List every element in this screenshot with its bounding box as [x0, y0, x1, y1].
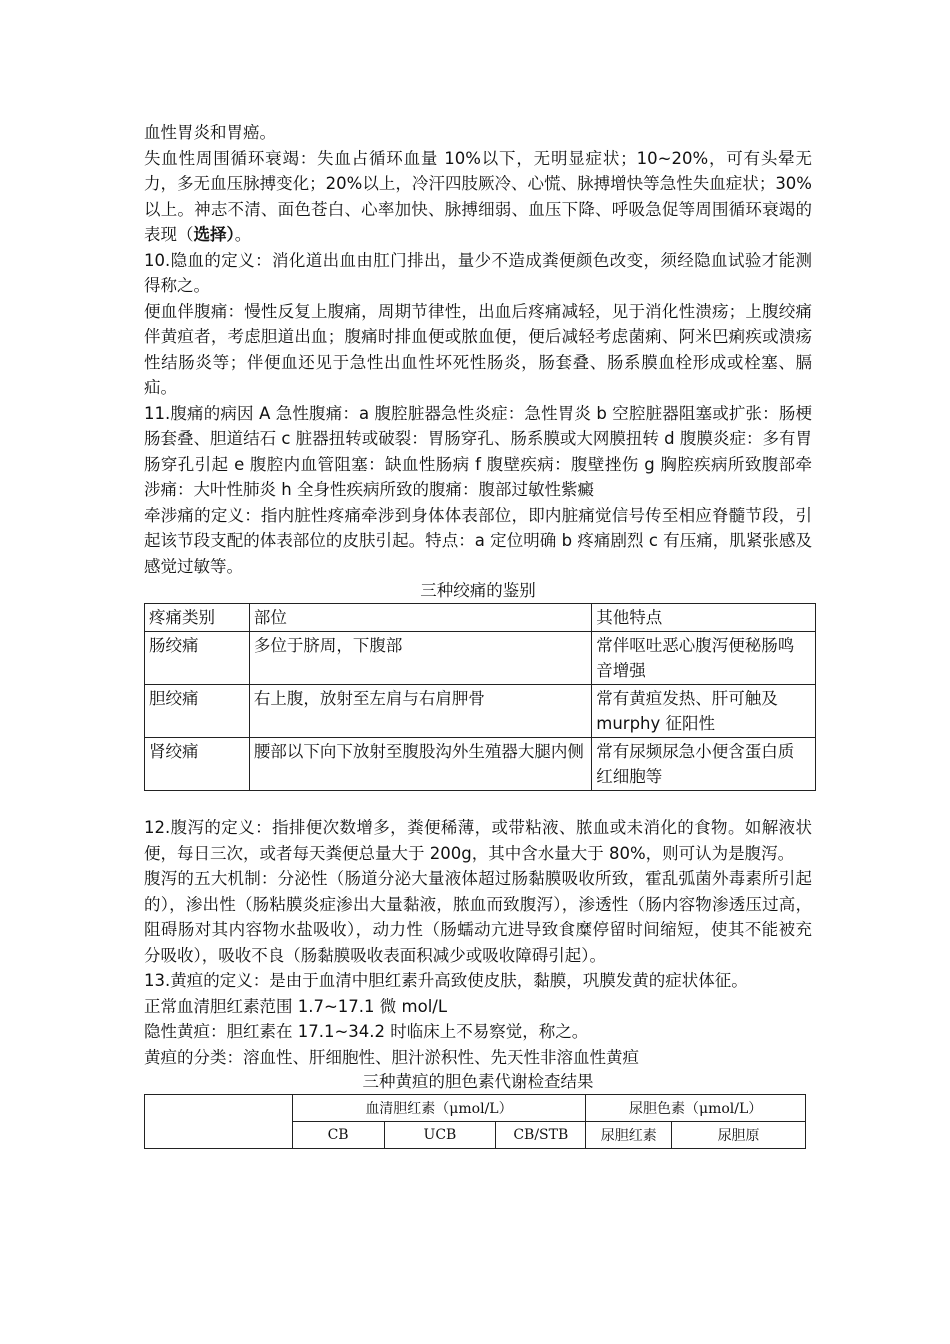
paragraph: 11.腹痛的病因 A 急性腹痛：a 腹腔脏器急性炎症：急性胃炎 b 空腔脏器阻塞或扩张：肠梗肠套叠、胆道结石 c 脏器扭转或破裂：胃肠穿孔、肠系膜或大网膜扭转 d 腹膜炎症：多有胃肠穿孔引起 e 腹腔内血管阻塞：缺血性肠病 f 腹壁疾病：腹壁挫伤 g 胸腔疾病所致腹部牵涉痛：大叶性肺炎 h 全身性疾病所致的腹痛：腹部过敏性紫癜: [144, 403, 812, 499]
paragraph: 12.腹泻的定义：指排便次数增多，粪便稀薄，或带粘液、脓血或未消化的食物。如解液状便，每日三次，或者每天粪便总量大于 200g，其中含水量大于 80%，则可认为是腹泻。: [144, 818, 812, 863]
paragraph: 10.隐血的定义：消化道出血由肛门排出，量少不造成粪便颜色改变，须经隐血试验才能测得称之。: [144, 250, 812, 295]
table-cell: 常有尿频尿急小便含蛋白质红细胞等: [592, 738, 816, 791]
table-header-cell: 尿胆原: [672, 1122, 806, 1149]
table-header-row: [145, 604, 816, 632]
paragraph: 血性胃炎和胃癌。: [144, 123, 276, 142]
paragraph: 黄疸的分类：溶血性、肝细胞性、胆汁淤积性、先天性非溶血性黄疸: [144, 1047, 639, 1067]
table-group-header: 尿胆色素（μmol/L）: [586, 1095, 806, 1122]
table-row: [145, 738, 816, 791]
table-cell: 肠绞痛: [145, 632, 250, 685]
table-header-cell: 尿胆红素: [586, 1122, 672, 1149]
spacer: [144, 791, 812, 815]
document-body: [144, 120, 812, 1149]
table-cell: 常有黄疸发热、肝可触及 murphy 征阳性: [592, 685, 816, 738]
paragraph: 正常血清胆红素范围 1.7~17.1 微 mol/L: [144, 996, 448, 1016]
table-cell: 常伴呕吐恶心腹泻便秘肠鸣音增强: [592, 632, 816, 685]
table-header-cell: CB/STB: [496, 1122, 586, 1149]
table-row: [145, 685, 816, 738]
paragraph: 腹泻的五大机制：分泌性（肠道分泌大量液体超过肠黏膜吸收所致，霍乱弧菌外毒素所引起的），渗出性（肠粘膜炎症渗出大量黏液，脓血而致腹泻），渗透性（肠内容物渗透压过高，阻碍肠对其内容物水盐吸收），动力性（肠蠕动亢进导致食糜停留时间缩短，使其不能被充分吸收），吸收不良（肠黏膜吸收表面积减少或吸收障碍引起）。: [144, 869, 812, 965]
table-caption: 三种绞痛的鉴别: [420, 581, 536, 600]
table-header-row: [145, 1095, 806, 1122]
table-row: [145, 632, 816, 685]
table-header-cell: UCB: [384, 1122, 496, 1149]
table-cell: 右上腹，放射至左肩与右肩胛骨: [249, 685, 591, 738]
table-caption: 三种黄疸的胆色素代谢检查结果: [362, 1072, 594, 1091]
table-header-cell: 部位: [249, 604, 591, 632]
colic-comparison-table: [144, 603, 816, 791]
table-cell: 肾绞痛: [145, 738, 250, 791]
paragraph: 牵涉痛的定义：指内脏性疼痛牵涉到身体体表部位，即内脏痛觉信号传至相应脊髓节段，引起该节段支配的体表部位的皮肤引起。特点：a 定位明确 b 疼痛剧烈 c 有压痛，肌紧张感及感觉过敏等。: [144, 505, 812, 576]
table-corner-cell: [145, 1095, 293, 1149]
paragraph-blood-loss: 失血性周围循环衰竭：失血占循环血量 10%以下，无明显症状；10~20%，可有头晕无力，多无血压脉搏变化；20%以上，冷汗四肢厥冷、心慌、脉搏增快等急性失血症状；30%以上。神志不清、面色苍白、心率加快、脉搏细弱、血压下降、呼吸急促等周围循环衰竭的表现（选择）。: [144, 148, 812, 244]
paragraph: 隐性黄疸：胆红素在 17.1~34.2 时临床上不易察觉，称之。: [144, 1022, 589, 1041]
table-cell: 多位于脐周，下腹部: [249, 632, 591, 685]
bold-emphasis: 选择）: [193, 225, 235, 244]
table-group-header: 血清胆红素（μmol/L）: [292, 1095, 586, 1122]
table-header-cell: 其他特点: [592, 604, 816, 632]
table-header-cell: 疼痛类别: [145, 604, 250, 632]
paragraph: 便血伴腹痛：慢性反复上腹痛，周期节律性，出血后疼痛减轻，见于消化性溃疡；上腹绞痛伴黄疸者，考虑胆道出血；腹痛时排血便或脓血便，便后减轻考虑菌痢、阿米巴痢疾或溃疡性结肠炎等；伴便血还见于急性出血性坏死性肠炎，肠套叠、肠系膜血栓形成或栓塞、膈疝。: [144, 301, 812, 397]
paragraph: 13.黄疸的定义：是由于血清中胆红素升高致使皮肤，黏膜，巩膜发黄的症状体征。: [144, 971, 748, 990]
table-cell: 腰部以下向下放射至腹股沟外生殖器大腿内侧: [249, 738, 591, 791]
jaundice-bilirubin-table: [144, 1094, 806, 1149]
table-header-cell: CB: [292, 1122, 384, 1149]
table-cell: 胆绞痛: [145, 685, 250, 738]
